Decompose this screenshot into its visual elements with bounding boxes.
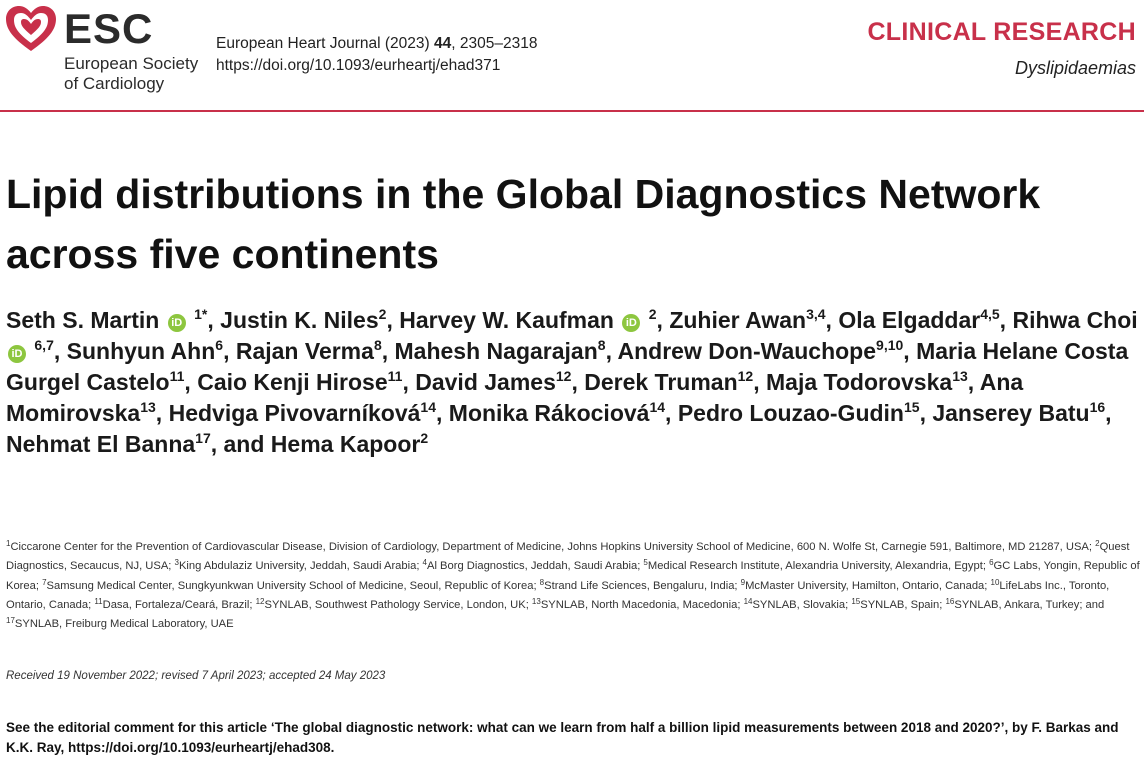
affiliation-marker: 6 (215, 337, 224, 353)
author-name: Sunhyun Ahn (66, 338, 216, 364)
logo-name-line-2: of Cardiology (64, 74, 165, 93)
author-name: Nehmat El Banna (6, 431, 196, 457)
author-name: Caio Kenji Hirose (197, 369, 388, 395)
section-label: CLINICAL RESEARCH (867, 18, 1136, 46)
affiliation-number: 7 (42, 577, 47, 587)
author-entry (678, 400, 920, 426)
author-name: Maria Helane Costa Gurgel Castelo (6, 338, 1129, 395)
affiliation-marker: 11 (387, 368, 403, 384)
author-entry (449, 400, 665, 426)
affiliation-text: SYNLAB, Spain; (860, 598, 943, 611)
author-name: Derek Truman (584, 369, 738, 395)
author-name: Maja Todorovska (766, 369, 953, 395)
author-name: Ola Elgaddar (838, 307, 981, 333)
affiliation-entry (255, 596, 529, 611)
affiliation-marker: 11 (169, 368, 185, 384)
affiliation-entry (94, 596, 253, 611)
article-title: Lipid distributions in the Global Diagnostics Network across five continents (6, 171, 1041, 277)
affiliation-text: SYNLAB, North Macedonia, Macedonia; (540, 598, 741, 611)
subsection-label: Dyslipidaemias (1014, 58, 1136, 78)
header-divider (0, 110, 1144, 112)
affiliation-entry (851, 596, 943, 611)
affiliation-number: 10 (990, 577, 1000, 587)
affiliation-text: Ciccarone Center for the Prevention of Cardiovascular Disease, Division of Cardiology, Department of Medicine, Johns Hopkins University School of Medicine, 600 N. Wolfe St, Carnegie 591, Baltimore, MD 21287, USA; (10, 541, 1093, 553)
affiliation-number: 11 (94, 596, 103, 606)
affiliation-number: 13 (531, 596, 541, 606)
author-entry (220, 307, 386, 333)
author-list: Seth S. Martin iD $^{1*}$, Justin K. Niles$^2$, Harvey W. Kaufman iD $^2$, Zuhier Awan$^{3,4}$, Ola Elgaddar$^{4,5}$, Rihwa Choi iD $^{6,7}$, Sunhyun Ahn$^6$, Rajan Verma$^8$, Mahesh Nagarajan$^8$, Andrew Don-Wauchope$^{9,10}$, Maria Helane Costa Gurgel Castelo$^{11}$, Caio Kenji Hirose$^{11}$, David James$^{12}$, Derek Truman$^{12}$, Maja Todorovska$^{13}$, Ana Momirovska$^{13}$, Hedviga Pivovarníková$^{14}$, Monika Rákociová$^{14}$, Pedro Louzao-Gudin$^{15}$, Janserey Batu$^{16}$, Nehmat El Banna$^{17}$, and Hema Kapoor$^2$ (6, 306, 1138, 457)
article-doi-link[interactable]: https://doi.org/10.1093/eurheartj/ehad371 (216, 57, 501, 74)
editorial-comment: See the editorial comment for this article ‘The global diagnostic network: what can we learn from half a billion lipid measurements between 2018 and 2020?’, by F. Barkas and K.K. Ray, https://doi.org/10.1093/eurheartj/ehad308. (6, 720, 1119, 755)
affiliation-number: 2 (1095, 539, 1100, 548)
author-entry (395, 338, 606, 364)
author-name: Justin K. Niles (220, 307, 379, 333)
affiliation-entry (175, 560, 420, 572)
author-entry (67, 338, 223, 364)
author-name: Hema Kapoor (270, 431, 421, 457)
affiliation-number: 1 (6, 539, 11, 548)
journal-volume: 44 (434, 35, 452, 52)
author-name: Pedro Louzao-Gudin (677, 400, 904, 426)
affiliation-text: Strand Life Sciences, Bengaluru, India; (544, 579, 738, 592)
affiliation-number: 8 (539, 577, 545, 587)
affiliation-text: SYNLAB, Freiburg Medical Laboratory, UAE (14, 618, 234, 631)
affiliation-marker: 2 (648, 306, 657, 322)
affiliation-entry (643, 560, 986, 572)
author-name: Hedviga Pivovarníková (168, 400, 421, 426)
affiliation-text: SYNLAB, Ankara, Turkey; and (954, 598, 1105, 611)
article-dates: Received 19 November 2022; revised 7 April 2023; accepted 24 May 2023 (6, 670, 386, 682)
esc-logo (4, 4, 214, 94)
affiliation-text: King Abdulaziz University, Jeddah, Saudi Arabia; (178, 560, 420, 573)
affiliation-marker: 16 (1089, 399, 1106, 415)
affiliation-number: 15 (851, 596, 861, 606)
journal-citation (216, 33, 537, 77)
affiliation-entry (42, 577, 537, 592)
author-entry (399, 307, 656, 333)
logo-acronym: ESC (64, 5, 154, 52)
affiliation-marker: 15 (903, 399, 920, 415)
affiliation-marker: 13 (140, 399, 156, 415)
affiliation-entry (6, 618, 234, 630)
affiliation-number: 6 (989, 558, 994, 568)
affiliation-text: Quest Diagnostics, Secaucus, NJ, USA; (6, 541, 1130, 573)
affiliation-entry (743, 596, 849, 611)
affiliation-text: Medical Research Institute, Alexandria University, Alexandria, Egypt; (647, 560, 986, 573)
affiliation-entry (539, 577, 738, 592)
affiliation-entry (740, 577, 988, 592)
affiliation-entry (531, 596, 741, 611)
author-name: Zuhier Awan (669, 307, 807, 333)
logo-name-line-1: European Society (64, 54, 199, 73)
citation-line (216, 33, 537, 55)
author-entry (6, 431, 211, 457)
author-name: Janserey Batu (932, 400, 1090, 426)
affiliation-text: Samsung Medical Center, Sungkyunkwan University School of Medicine, Seoul, Republic of Korea; (46, 579, 537, 592)
author-name: Rihwa Choi (1012, 307, 1138, 333)
author-name: Rajan Verma (235, 338, 374, 364)
affiliation-marker: 12 (555, 368, 572, 384)
affiliation-number: 3 (174, 558, 179, 568)
affiliation-marker: 13 (952, 368, 968, 384)
affiliation-text: McMaster University, Hamilton, Ontario, Canada; (745, 579, 988, 592)
affiliation-entry (945, 596, 1105, 611)
affiliation-marker: 12 (737, 368, 754, 384)
affiliation-marker: 6,7 (34, 337, 54, 353)
affiliation-list (6, 538, 1140, 634)
orcid-icon[interactable]: iD (8, 345, 26, 363)
affiliation-marker: 14 (649, 399, 666, 415)
author-name: David James (415, 369, 556, 395)
author-entry (766, 369, 968, 395)
affiliation-number: 9 (740, 577, 746, 587)
author-name: Seth S. Martin (6, 307, 160, 333)
heart-logo-icon (4, 4, 58, 54)
affiliation-number: 14 (743, 596, 753, 606)
author-name: Ana Momirovska (6, 369, 1024, 426)
affiliation-marker: 3,4 (806, 306, 826, 322)
affiliation-marker: 2 (420, 430, 429, 446)
affiliation-entry (423, 560, 641, 572)
author-entry (169, 400, 436, 426)
author-entry (669, 307, 825, 333)
author-name: Monika Rákociová (448, 400, 650, 426)
author-entry (618, 338, 904, 364)
author-entry (838, 307, 999, 333)
author-entry (6, 307, 207, 333)
orcid-icon[interactable]: iD (622, 314, 640, 332)
author-entry (932, 400, 1105, 426)
affiliation-marker: 2 (378, 306, 387, 322)
affiliation-marker: 1* (194, 306, 208, 322)
affiliation-number: 12 (255, 596, 265, 606)
journal-pages: , 2305–2318 (451, 35, 538, 52)
affiliation-marker: 14 (420, 399, 436, 415)
affiliation-marker: 9,10 (876, 337, 904, 353)
author-entry (197, 369, 402, 395)
author-entry (415, 369, 571, 395)
author-entry (236, 338, 382, 364)
affiliation-text: Dasa, Fortaleza/Ceará, Brazil; (102, 598, 253, 611)
journal-name: European Heart Journal (2023) (216, 35, 434, 52)
affiliation-text: SYNLAB, Slovakia; (752, 598, 849, 611)
author-name: Harvey W. Kaufman (399, 307, 614, 333)
affiliation-number: 5 (643, 558, 648, 568)
author-name: Andrew Don-Wauchope (617, 338, 877, 364)
affiliation-text: LifeLabs Inc., Toronto, Ontario, Canada; (6, 579, 1110, 611)
orcid-icon[interactable]: iD (168, 314, 186, 332)
affiliation-text: Al Borg Diagnostics, Jeddah, Saudi Arabia; (427, 560, 641, 573)
affiliation-text: SYNLAB, Southwest Pathology Service, London, UK; (264, 598, 529, 611)
affiliation-entry (6, 541, 1092, 553)
affiliation-number: 16 (945, 596, 955, 606)
affiliation-marker: 4,5 (980, 306, 1000, 322)
affiliation-number: 4 (422, 558, 427, 568)
author-name: Mahesh Nagarajan (394, 338, 598, 364)
affiliation-text: GC Labs, Yongin, Republic of Korea; (6, 560, 1140, 592)
affiliation-marker: 17 (195, 430, 211, 446)
affiliation-marker: 8 (597, 337, 606, 353)
affiliation-marker: 8 (373, 337, 382, 353)
author-entry (271, 431, 428, 457)
affiliation-number: 17 (6, 616, 15, 626)
author-entry (584, 369, 753, 395)
